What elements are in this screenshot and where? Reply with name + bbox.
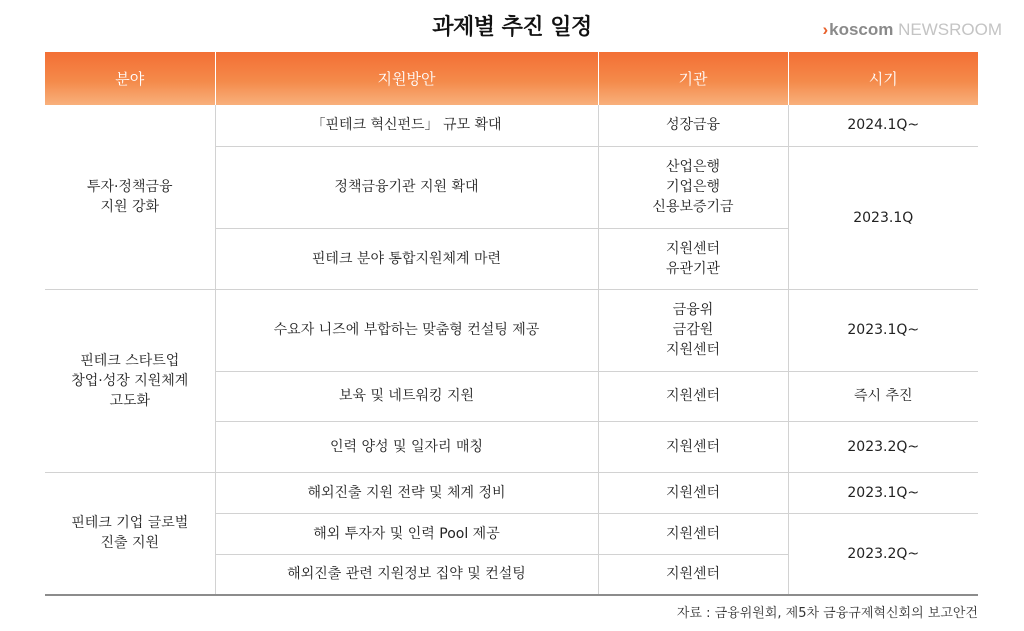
timing-cell: 2023.2Q~ — [788, 513, 978, 595]
field-cell: 핀테크 기업 글로벌 진출 지원 — [45, 472, 215, 595]
table-header-row — [45, 52, 978, 105]
agency-cell: 지원센터 — [598, 554, 788, 595]
header-timing: 시기 — [788, 52, 978, 105]
page-title: 과제별 추진 일정 — [432, 15, 592, 40]
header-field: 분야 — [45, 52, 215, 105]
agency-cell: 성장금융 — [598, 105, 788, 146]
agency-cell: 산업은행 기업은행 신용보증기금 — [598, 146, 788, 228]
plan-cell: 해외진출 지원 전략 및 체계 정비 — [215, 472, 598, 513]
timing-cell: 2023.1Q~ — [788, 472, 978, 513]
agency-cell: 지원센터 유관기관 — [598, 228, 788, 289]
timing-cell: 즉시 추진 — [788, 371, 978, 421]
plan-cell: 핀테크 분야 통합지원체계 마련 — [215, 228, 598, 289]
agency-cell: 금융위 금감원 지원센터 — [598, 289, 788, 371]
schedule-table — [45, 52, 978, 596]
timing-cell: 2023.1Q~ — [788, 289, 978, 371]
header-plan: 지원방안 — [215, 52, 598, 105]
plan-cell: 「핀테크 혁신펀드」 규모 확대 — [215, 105, 598, 146]
header-agency: 기관 — [598, 52, 788, 105]
timing-cell: 2024.1Q~ — [788, 105, 978, 146]
timing-cell: 2023.1Q — [788, 146, 978, 289]
agency-cell: 지원센터 — [598, 371, 788, 421]
koscom-newsroom-logo — [822, 20, 1002, 40]
timing-cell: 2023.2Q~ — [788, 421, 978, 472]
plan-cell: 정책금융기관 지원 확대 — [215, 146, 598, 228]
field-cell: 핀테크 스타트업 창업·성장 지원체계 고도화 — [45, 289, 215, 472]
plan-cell: 해외진출 관련 지원정보 집약 및 컨설팅 — [215, 554, 598, 595]
table-row — [45, 472, 978, 513]
brand-name: koscom — [829, 20, 894, 39]
plan-cell: 수요자 니즈에 부합하는 맞춤형 컨설팅 제공 — [215, 289, 598, 371]
plan-cell: 인력 양성 및 일자리 매칭 — [215, 421, 598, 472]
agency-cell: 지원센터 — [598, 513, 788, 554]
plan-cell: 해외 투자자 및 인력 Pool 제공 — [215, 513, 598, 554]
source-note: 자료 : 금융위원회, 제5차 금융규제혁신회의 보고안건 — [676, 606, 978, 621]
field-cell: 투자·정책금융 지원 강화 — [45, 105, 215, 289]
brand-suffix: NEWSROOM — [898, 20, 1002, 39]
brand-chevron-icon: › — [822, 20, 829, 39]
table-row — [45, 289, 978, 371]
plan-cell: 보육 및 네트워킹 지원 — [215, 371, 598, 421]
agency-cell: 지원센터 — [598, 472, 788, 513]
table-row — [45, 105, 978, 146]
agency-cell: 지원센터 — [598, 421, 788, 472]
